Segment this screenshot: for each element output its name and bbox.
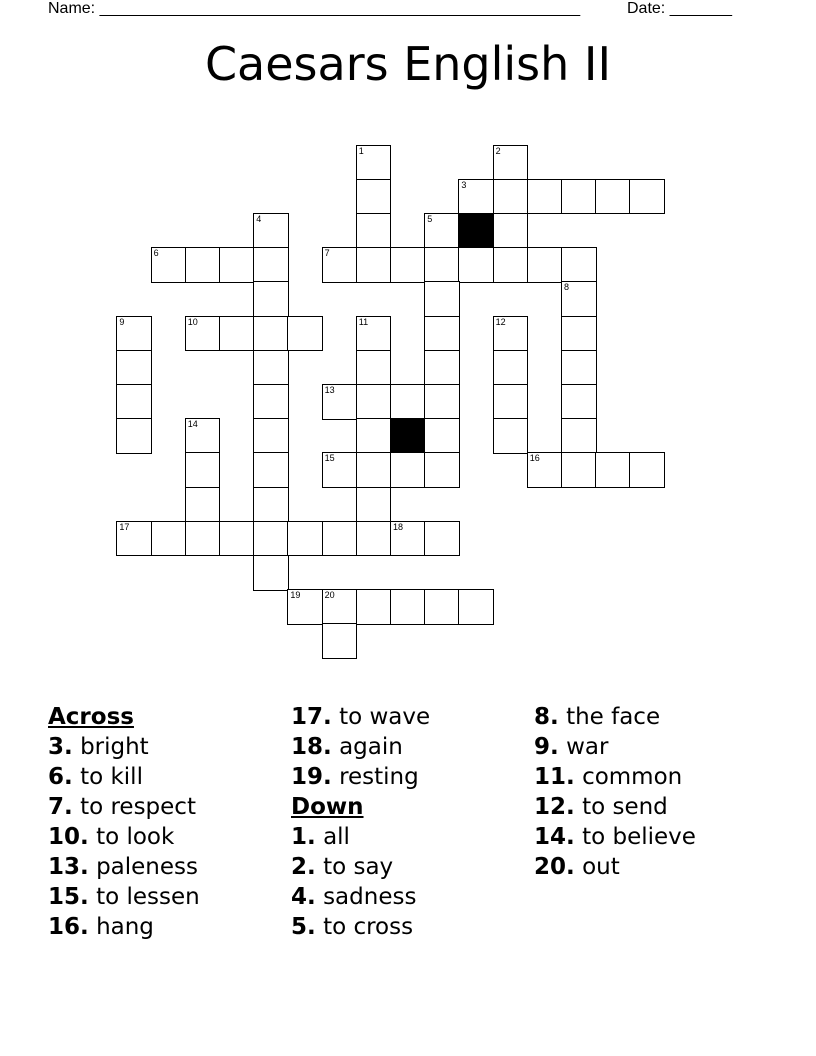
grid-cell[interactable] <box>253 452 289 488</box>
clue-item <box>48 822 200 852</box>
grid-cell[interactable] <box>356 213 392 249</box>
clue-item <box>291 732 430 762</box>
grid-cell[interactable] <box>116 418 152 454</box>
grid-cell[interactable] <box>595 179 631 215</box>
clue-item-number: 11. <box>534 764 575 790</box>
grid-cell[interactable] <box>424 247 460 283</box>
grid-cell[interactable] <box>356 350 392 386</box>
grid-cell[interactable] <box>219 316 255 352</box>
clue-column-2 <box>291 702 430 942</box>
clue-item-text: common <box>582 764 683 790</box>
clue-item-text: to wave <box>339 704 431 730</box>
grid-cell[interactable] <box>185 247 221 283</box>
clue-item <box>291 882 430 912</box>
clue-item-text: to look <box>96 824 175 850</box>
grid-cell[interactable] <box>424 281 460 317</box>
grid-cell[interactable] <box>116 316 152 352</box>
grid-cell[interactable] <box>390 521 426 557</box>
grid-cell[interactable] <box>322 247 358 283</box>
grid-cell[interactable] <box>561 316 597 352</box>
clue-number: 11 <box>358 316 369 327</box>
grid-cell[interactable] <box>390 452 426 488</box>
grid-cell[interactable] <box>493 350 529 386</box>
clue-item <box>48 852 200 882</box>
grid-cell[interactable] <box>322 623 358 659</box>
clue-item-number: 6. <box>48 764 73 790</box>
clue-item-text: war <box>566 734 609 760</box>
clue-item-number: 14. <box>534 824 575 850</box>
grid-cell[interactable] <box>561 247 597 283</box>
grid-cell[interactable] <box>253 247 289 283</box>
clue-item <box>291 912 430 942</box>
grid-cell[interactable] <box>253 281 289 317</box>
clue-column-1 <box>48 702 200 942</box>
grid-cell[interactable] <box>493 179 529 215</box>
clue-item <box>534 852 696 882</box>
clue-item <box>48 762 200 792</box>
grid-cell[interactable] <box>185 418 221 454</box>
grid-cell[interactable] <box>356 521 392 557</box>
clue-item-text: paleness <box>96 854 198 880</box>
grid-cell[interactable] <box>356 316 392 352</box>
grid-cell[interactable] <box>493 316 529 352</box>
grid-cell[interactable] <box>390 247 426 283</box>
clue-item-number: 8. <box>534 704 559 730</box>
clue-number: 4 <box>256 214 262 224</box>
clue-item-text: resting <box>339 764 419 790</box>
clue-item-number: 15. <box>48 884 89 910</box>
clue-number: 1 <box>358 145 364 156</box>
clue-item-text: hang <box>96 914 154 940</box>
clue-item-number: 19. <box>291 764 332 790</box>
grid-cell[interactable] <box>253 521 289 557</box>
clue-number: 13 <box>324 385 335 395</box>
grid-cell[interactable] <box>356 145 392 181</box>
date-field[interactable]: Date: _______ <box>627 0 732 17</box>
grid-cell[interactable] <box>322 589 358 625</box>
grid-cell[interactable] <box>493 384 529 420</box>
grid-cell[interactable] <box>561 281 597 317</box>
grid-cell[interactable] <box>356 589 392 625</box>
grid-cell[interactable] <box>253 350 289 386</box>
grid-block <box>458 213 494 249</box>
grid-cell[interactable] <box>629 179 665 215</box>
grid-cell[interactable] <box>116 350 152 386</box>
clue-item-number: 16. <box>48 914 89 940</box>
grid-cell[interactable] <box>493 145 529 181</box>
clue-item-number: 17. <box>291 704 332 730</box>
clue-item <box>48 792 200 822</box>
grid-cell[interactable] <box>390 589 426 625</box>
grid-cell[interactable] <box>151 521 187 557</box>
grid-cell[interactable] <box>424 418 460 454</box>
grid-cell[interactable] <box>458 247 494 283</box>
grid-cell[interactable] <box>151 247 187 283</box>
grid-cell[interactable] <box>287 589 323 625</box>
grid-cell[interactable] <box>356 247 392 283</box>
clue-number: 14 <box>187 419 198 430</box>
clue-item <box>291 852 430 882</box>
grid-cell[interactable] <box>493 418 529 454</box>
clue-number: 19 <box>290 590 301 601</box>
grid-cell[interactable] <box>253 384 289 420</box>
clue-item <box>534 822 696 852</box>
clue-item-text: out <box>582 854 620 880</box>
clue-number: 16 <box>529 453 540 464</box>
clue-item-text: to kill <box>80 764 143 790</box>
clue-number: 7 <box>324 248 330 259</box>
clue-item-number: 3. <box>48 734 73 760</box>
clue-number: 20 <box>324 590 335 601</box>
clue-item <box>534 792 696 822</box>
clue-item-text: again <box>339 734 403 760</box>
clue-number: 6 <box>153 248 159 259</box>
grid-cell[interactable] <box>356 452 392 488</box>
clue-number: 3 <box>461 179 467 190</box>
clue-item-number: 2. <box>291 854 316 880</box>
grid-cell[interactable] <box>322 521 358 557</box>
grid-cell[interactable] <box>424 589 460 625</box>
clue-item-number: 20. <box>534 854 575 880</box>
clue-item <box>534 732 696 762</box>
grid-cell[interactable] <box>458 179 494 215</box>
grid-cell[interactable] <box>253 555 289 591</box>
clue-item-text: sadness <box>323 884 417 910</box>
clue-item <box>48 912 200 942</box>
grid-cell[interactable] <box>287 521 323 557</box>
grid-cell[interactable] <box>219 247 255 283</box>
grid-cell[interactable] <box>356 487 392 523</box>
grid-cell[interactable] <box>390 384 426 420</box>
grid-cell[interactable] <box>458 589 494 625</box>
clue-number: 18 <box>393 521 404 532</box>
grid-cell[interactable] <box>493 247 529 283</box>
grid-cell[interactable] <box>322 452 358 488</box>
clue-item-number: 9. <box>534 734 559 760</box>
clue-number: 17 <box>119 521 130 532</box>
clue-item-text: the face <box>566 704 661 730</box>
grid-cell[interactable] <box>185 452 221 488</box>
grid-cell[interactable] <box>561 452 597 488</box>
grid-block <box>390 418 426 454</box>
grid-cell[interactable] <box>561 418 597 454</box>
clue-item-text: all <box>323 824 350 850</box>
clue-item-text: to say <box>323 854 394 880</box>
clue-item-number: 5. <box>291 914 316 940</box>
grid-cell[interactable] <box>356 179 392 215</box>
clue-section-heading: Across <box>48 704 134 730</box>
grid-cell[interactable] <box>253 213 289 249</box>
clue-number: 12 <box>495 316 506 327</box>
clue-item-number: 18. <box>291 734 332 760</box>
clue-number: 2 <box>495 145 501 156</box>
grid-cell[interactable] <box>287 316 323 352</box>
clue-item <box>534 762 696 792</box>
grid-cell[interactable] <box>424 384 460 420</box>
grid-cell[interactable] <box>424 213 460 249</box>
clue-item-text: bright <box>80 734 149 760</box>
clue-item-number: 1. <box>291 824 316 850</box>
grid-cell[interactable] <box>493 213 529 249</box>
grid-cell[interactable] <box>253 418 289 454</box>
page-title: Caesars English II <box>204 37 612 91</box>
clue-number: 10 <box>187 316 198 327</box>
grid-cell[interactable] <box>253 316 289 352</box>
clue-item <box>534 702 696 732</box>
clue-item <box>291 822 430 852</box>
grid-cell[interactable] <box>424 316 460 352</box>
clue-section-heading: Down <box>291 794 364 820</box>
grid-cell[interactable] <box>185 521 221 557</box>
clue-item-number: 7. <box>48 794 73 820</box>
clue-number: 5 <box>427 214 433 224</box>
grid-cell[interactable] <box>185 487 221 523</box>
grid-cell[interactable] <box>356 384 392 420</box>
grid-cell[interactable] <box>561 384 597 420</box>
grid-cell[interactable] <box>527 452 563 488</box>
clue-item <box>48 732 200 762</box>
clue-item-number: 10. <box>48 824 89 850</box>
grid-cell[interactable] <box>527 247 563 283</box>
grid-cell[interactable] <box>322 384 358 420</box>
grid-cell[interactable] <box>527 179 563 215</box>
grid-cell[interactable] <box>219 521 255 557</box>
grid-cell[interactable] <box>561 350 597 386</box>
grid-cell[interactable] <box>424 452 460 488</box>
grid-cell[interactable] <box>116 384 152 420</box>
clue-item <box>48 882 200 912</box>
clue-item-number: 13. <box>48 854 89 880</box>
grid-cell[interactable] <box>116 521 152 557</box>
grid-cell[interactable] <box>356 418 392 454</box>
grid-cell[interactable] <box>424 350 460 386</box>
grid-cell[interactable] <box>629 452 665 488</box>
grid-cell[interactable] <box>185 316 221 352</box>
clue-number: 8 <box>564 282 570 293</box>
clue-item-number: 12. <box>534 794 575 820</box>
clue-item <box>291 702 430 732</box>
grid-cell[interactable] <box>424 521 460 557</box>
clue-number: 9 <box>119 316 125 327</box>
name-field[interactable]: Name: ______________________________________________________ <box>48 0 581 17</box>
clue-item-text: to respect <box>80 794 196 820</box>
clue-column-3 <box>534 702 696 882</box>
clue-item-text: to cross <box>323 914 414 940</box>
clue-item-text: to lessen <box>96 884 200 910</box>
grid-cell[interactable] <box>253 487 289 523</box>
grid-cell[interactable] <box>595 452 631 488</box>
grid-cell[interactable] <box>561 179 597 215</box>
clue-item-number: 4. <box>291 884 316 910</box>
clue-item <box>291 762 430 792</box>
clue-item-text: to send <box>582 794 668 820</box>
clue-number: 15 <box>324 453 335 464</box>
clue-item-text: to believe <box>582 824 696 850</box>
